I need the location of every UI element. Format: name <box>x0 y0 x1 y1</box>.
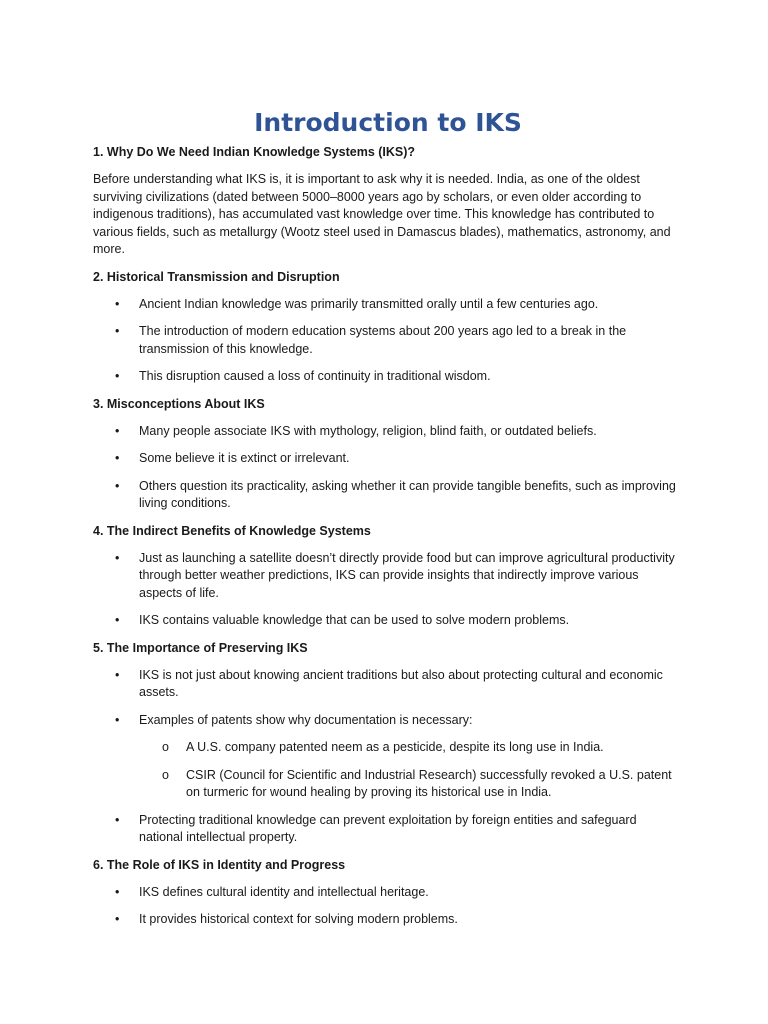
section-paragraph: Before understanding what IKS is, it is important to ask why it is needed. India, as one of the oldest surviving civilizations (dated between 5000–8000 years ago by scholars, or even older according to indigenous traditions), has accumulated vast knowledge over time. This knowledge has contributed to various fields, such as metallurgy (Wootz steel used in Damascus blades), mathematics, astronomy, and more. <box>93 172 671 256</box>
list-item-text: IKS defines cultural identity and intellectual heritage. <box>139 884 429 899</box>
bullet-icon: • <box>115 884 120 899</box>
list-item <box>93 612 683 630</box>
section-heading: 3. Misconceptions About IKS <box>93 396 265 411</box>
section-3 <box>93 396 683 513</box>
circle-bullet-icon: o <box>162 740 169 754</box>
section-heading: 4. The Indirect Benefits of Knowledge Systems <box>93 523 371 538</box>
list-item <box>93 323 683 358</box>
list-item <box>93 712 683 802</box>
sub-bullet-list <box>139 739 683 802</box>
section-2 <box>93 269 683 386</box>
section-heading: 5. The Importance of Preserving IKS <box>93 640 308 655</box>
list-item-text: Just as launching a satellite doesn’t directly provide food but can improve agricultural productivity through better weather predictions, IKS can provide insights that indirectly improve various aspects of life. <box>139 550 675 600</box>
section-5 <box>93 640 683 847</box>
page-title: Introduction to IKS <box>254 108 522 137</box>
list-item <box>93 423 683 441</box>
bullet-list <box>93 423 683 513</box>
bullet-icon: • <box>115 712 120 727</box>
bullet-icon: • <box>115 324 120 338</box>
list-item <box>93 478 683 513</box>
list-item-text: Ancient Indian knowledge was primarily transmitted orally until a few centuries ago. <box>139 296 599 311</box>
bullet-icon: • <box>115 478 120 493</box>
list-item <box>93 450 683 468</box>
bullet-icon: • <box>115 296 120 311</box>
bullet-icon: • <box>115 451 120 465</box>
list-item <box>93 812 683 847</box>
section-6 <box>93 857 683 929</box>
list-item-text: Others question its practicality, asking whether it can provide tangible benefits, such as improving living conditions. <box>139 478 676 510</box>
list-item <box>93 368 683 386</box>
bullet-list <box>93 296 683 386</box>
list-item <box>93 667 683 702</box>
list-item-text: Many people associate IKS with mythology, religion, blind faith, or outdated beliefs. <box>139 423 597 438</box>
list-item-text: Some believe it is extinct or irrelevant. <box>139 451 350 465</box>
section-4 <box>93 523 683 630</box>
bullet-list <box>93 884 683 929</box>
circle-bullet-icon: o <box>162 767 169 782</box>
section-1 <box>93 144 683 259</box>
list-item <box>93 911 683 929</box>
sub-list-item <box>139 739 683 757</box>
bullet-list <box>93 667 683 847</box>
bullet-icon: • <box>115 369 120 383</box>
list-item <box>93 884 683 902</box>
bullet-icon: • <box>115 667 120 682</box>
sub-list-item-text: CSIR (Council for Scientific and Industrial Research) successfully revoked a U.S. patent on turmeric for wound healing by proving its historical use in India. <box>186 767 672 799</box>
section-heading: 6. The Role of IKS in Identity and Progress <box>93 857 346 872</box>
list-item-text: This disruption caused a loss of continuity in traditional wisdom. <box>139 369 491 383</box>
bullet-icon: • <box>115 423 120 438</box>
list-item-text: Protecting traditional knowledge can prevent exploitation by foreign entities and safeguard national intellectual property. <box>139 812 637 844</box>
bullet-icon: • <box>115 550 120 565</box>
bullet-icon: • <box>115 613 120 627</box>
sub-list-item <box>139 767 683 802</box>
sub-list-item-text: A U.S. company patented neem as a pesticide, despite its long use in India. <box>186 740 604 754</box>
list-item <box>93 550 683 603</box>
document-page <box>93 108 683 939</box>
bullet-icon: • <box>115 812 120 827</box>
list-item-text: IKS contains valuable knowledge that can be used to solve modern problems. <box>139 613 570 627</box>
list-item-text: It provides historical context for solving modern problems. <box>139 912 458 926</box>
bullet-icon: • <box>115 912 120 926</box>
section-heading: 2. Historical Transmission and Disruption <box>93 269 340 284</box>
section-heading: 1. Why Do We Need Indian Knowledge Systems (IKS)? <box>93 145 416 159</box>
list-item <box>93 296 683 314</box>
list-item-text: IKS is not just about knowing ancient traditions but also about protecting cultural and economic assets. <box>139 667 663 699</box>
list-item-text: The introduction of modern education systems about 200 years ago led to a break in the transmission of this knowledge. <box>139 324 627 356</box>
list-item-text: Examples of patents show why documentation is necessary: <box>139 712 473 727</box>
bullet-list <box>93 550 683 630</box>
